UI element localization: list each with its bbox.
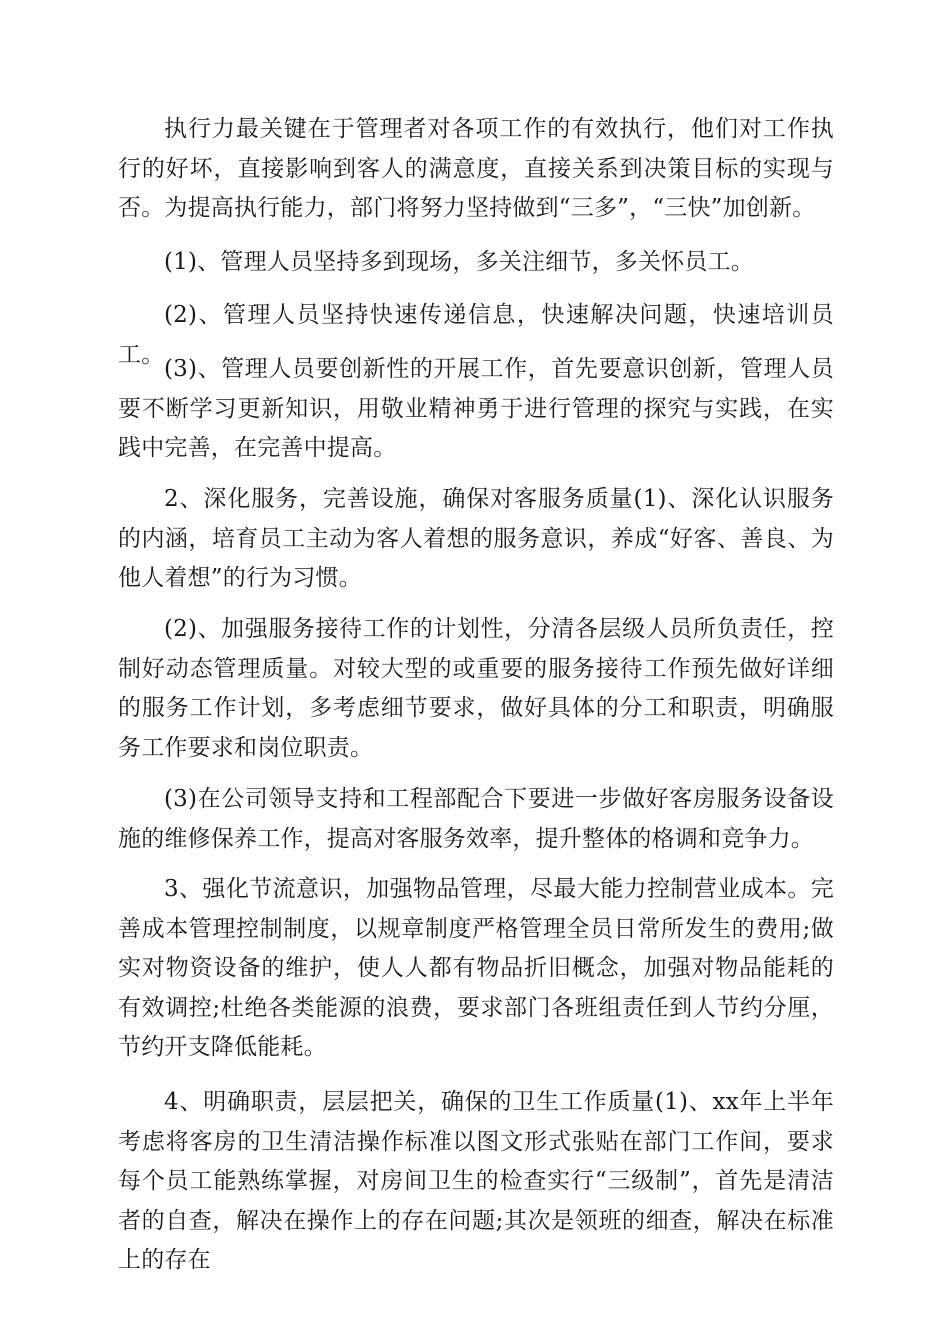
paragraph-section-3: 3、强化节流意识，加强物品管理，尽最大能力控制营业成本。完善成本管理控制制度，以规章制度严格管理全员日常所发生的费用;做实对物资设备的维护，使人人都有物品折旧概念，加强对物品能耗的有效调控;杜绝各类能源的浪费，要求部门各班组责任到人节约分厘，节约开支降低能耗。 [118,876,834,1060]
paragraph-item-3: (3)、管理人员要创新性的开展工作，首先要意识创新，管理人员要不断学习更新知识，用敬业精神勇于进行管理的探究与实践，在实践中完善，在完善中提高。 [118,356,834,461]
paragraph-section-2-item-3: (3)在公司领导支持和工程部配合下要进一步做好客房服务设备设施的维修保养工作，提高对客服务效率，提升整体的格调和竞争力。 [118,786,834,852]
paragraph-item-1: (1)、管理人员坚持多到现场，多关注细节，多关怀员工。 [164,249,754,275]
paragraph-execution: 执行力最关键在于管理者对各项工作的有效执行，他们对工作执行的好坏，直接影响到客人的满意度，直接关系到决策目标的实现与否。为提高执行能力，部门将努力坚持做到“三多”，“三快”加创新。 [118,116,834,221]
paragraph-section-2: 2、深化服务，完善设施，确保对客服务质量(1)、深化认识服务的内涵，培育员工主动为客人着想的服务意识，养成“好客、善良、为他人着想”的行为习惯。 [118,486,834,591]
paragraph-section-4: 4、明确职责，层层把关，确保的卫生工作质量(1)、xx年上半年考虑将客房的卫生清洁操作标准以图文形式张贴在部门工作间，要求每个员工能熟练掌握，对房间卫生的检查实行“三级制”，首先是清洁者的自查，解决在操作上的存在问题;其次是领班的细查，解决在标准上的存在 [118,1089,834,1273]
paragraph-item-2: (2)、管理人员坚持快速传递信息，快速解决问题，快速培训员工。 [118,302,834,368]
paragraph-section-2-item-2: (2)、加强服务接待工作的计划性，分清各层级人员所负责任，控制好动态管理质量。对较大型的或重要的服务接待工作预先做好详细的服务工作计划，多考虑细节要求，做好具体的分工和职责，明确服务工作要求和岗位职责。 [118,616,834,761]
